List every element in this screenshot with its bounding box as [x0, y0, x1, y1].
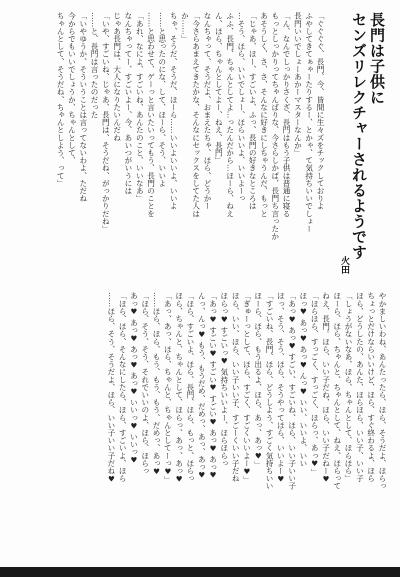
text-column: ねえ、長門。ほら、いい子だね、ほら、いい子だねー♥: [321, 292, 331, 484]
text-column: ほーら、ほら、もう出るよ、ほら、あっ、あっ♥」: [253, 292, 263, 469]
text-column: じゃあ長門は、大人になりたいんだね: [112, 12, 122, 142]
text-column: なんちゃって、そうだよ、おまえたちゃ、ほら、どうかー: [203, 12, 213, 210]
text-column: ……と思わせて、ゲーっと言いたいってもう、長門のことを: [146, 12, 156, 218]
text-column: ……ほら、そう、そうだよ、ほら、いい子いい子だね♥: [106, 292, 116, 484]
text-column: ほっ、そう、そう、ほら、そうやってほら、いいよー♥: [276, 292, 286, 484]
text-column: ん、ほら、ちゃんとしてよー、ねえ、長門」: [214, 12, 224, 164]
page-bottom-edge: [0, 567, 400, 577]
text-column: んっ、んっ♥ もう、もうだめ、だめっ、あっ、あっ♥: [197, 292, 207, 480]
text-column: か……」: [180, 12, 190, 43]
text-column: ふやしてきてぁゃーたりするー、とかゃ、て気持ちいいでしょー: [304, 12, 314, 233]
text-column: 「あっ♥ すごい♥ すごい♥ すごい♥ あっ♥ あっ♥: [208, 292, 218, 480]
text-column: 「ほら、すごいよ、ほら、長門、ほら、もっと、ほらっ: [185, 292, 195, 482]
text-column: ほーら、ほら、ちゃんと、ちゃんとして、ねえ、ほらって: [332, 292, 342, 490]
text-column: 「ほらほら、すっごく、すっごく、ほらっ、あっ♥」: [310, 292, 320, 476]
text-column: 「いやゆうか、そういうことは言ってないわよ、ただね: [78, 12, 88, 202]
text-column: 「あっ♥ あっ♥ すごい、すごいね、ほら、いい子いい子: [287, 292, 297, 490]
text-column: 「ぎゅーっとして、ほら、すごく、すごくいいよー♥」: [242, 292, 252, 484]
top-text-section: [12, 12, 388, 274]
text-column: もっとしっかりってちゃんばりな、今さらしかば、長門ち言ったか: [270, 12, 280, 240]
title-block: [338, 12, 386, 274]
text-column: なんちゃってー、すごいよー、今、あいつがいうには: [123, 12, 133, 195]
text-column: 「ほら、ほら、そんなにしたら、ほら、すごいよ、ほら: [118, 292, 128, 482]
text-column: 「ん、なんでしっかりさくざ、長門はもう子供は普通に寝る: [282, 12, 292, 218]
text-column: やかましいわね、あんたったら、ほら、そうだよ、ほらっ: [378, 292, 387, 490]
text-column: ふふ、長門、ちゃんとしてよ…ったんだから…ほーら、ねえ: [225, 12, 235, 218]
text-column: 「あっ、あっ、ほら、ちゃんと、ちゃんとしてーっ♥」: [163, 292, 173, 484]
text-column: 今からでもいいでしょうか、ちゃんとして、: [67, 12, 77, 164]
text-column: 「すごいね、長門、ほら、どうしよう、すごく気持ちいい: [265, 292, 275, 490]
text-column: ちょっとだけならいいけど、ほら、すぐ終わるよ、ほら: [366, 292, 376, 482]
text-column: 「いや、すごいね、じゃあ、長門は、そうだね、がっかりだね」: [101, 12, 111, 233]
text-column: ……と、長門は言ったのだった: [90, 12, 100, 119]
text-column: ほらっ♥ すごいっ♥ 気持ちいいよー、ほらほらっ: [219, 292, 229, 467]
text-column: …そう、ほら、いいでしょー、ほらいいよ、いいよーっ: [236, 12, 246, 202]
bottom-text-section: [12, 292, 388, 562]
text-column: ……ほら、ほら、もう、もう、もう、だめっ、あっ♥: [152, 292, 162, 476]
text-column: ……と思ったのにな、して、ほーら、そう、いいよ: [157, 12, 167, 187]
text-column: ほら、どうしたの、あんた、ほらほら、いい子、いい子: [355, 292, 365, 482]
text-column: あっ♥ あっ♥ あっ♥ あっ♥ いいっ♥ いいっ♥: [129, 292, 139, 465]
text-column: 長門いいでしょーあかーマスターなんか」: [293, 12, 303, 157]
title-gap: [326, 12, 332, 274]
text-column: 「あれ、なによ、すごいね、あんたのこと、いいなあ」: [135, 12, 145, 202]
text-column: 「ほら、そう、そう、それでいいのよ、ほら、ほらっ: [140, 292, 150, 475]
text-column: ほら、ちゃんと、ちゃんとして、ほらっ、あっ、あっ♥: [174, 292, 184, 484]
text-column: ちゃ、そうだ、そうだ、ほーら……いいよいいよ、いいよ: [169, 12, 179, 210]
text-column: あそうしく、さ、さ、そんなに好きにしちゃうんだ、もっと: [259, 12, 269, 218]
text-column: 「じゃあ、ほー、すごいよ、ふっ、長門の好きなところは: [248, 12, 258, 210]
text-column: ちゃんとして、そうだね、ちゃんとしよう、って」: [56, 12, 66, 187]
article-title-line-1: 長門は子供に: [368, 12, 386, 105]
article-title-line-2: センズリレクチャーされるようです: [350, 12, 368, 260]
text-column: ほら、いい、ほら、いい子いい子、すごーくいい子だね: [231, 292, 241, 482]
text-column: 「ぐぐぐぐ、長門、今、皆間に生々ズをチックしておりよ: [316, 12, 325, 210]
text-column: 「今さらあまえてきたかな、そんなにセックスをしてた人は: [191, 12, 201, 218]
text-column: 「しょうがないなあ、ほら、ちゃんとして、ほらほら」: [344, 292, 354, 482]
article-author: 火田: [339, 256, 349, 274]
text-column: ほっ♥ あっ♥ あっ♥ んっ♥ いい、いいよ、いい: [298, 292, 308, 467]
section-divider: [12, 282, 388, 283]
